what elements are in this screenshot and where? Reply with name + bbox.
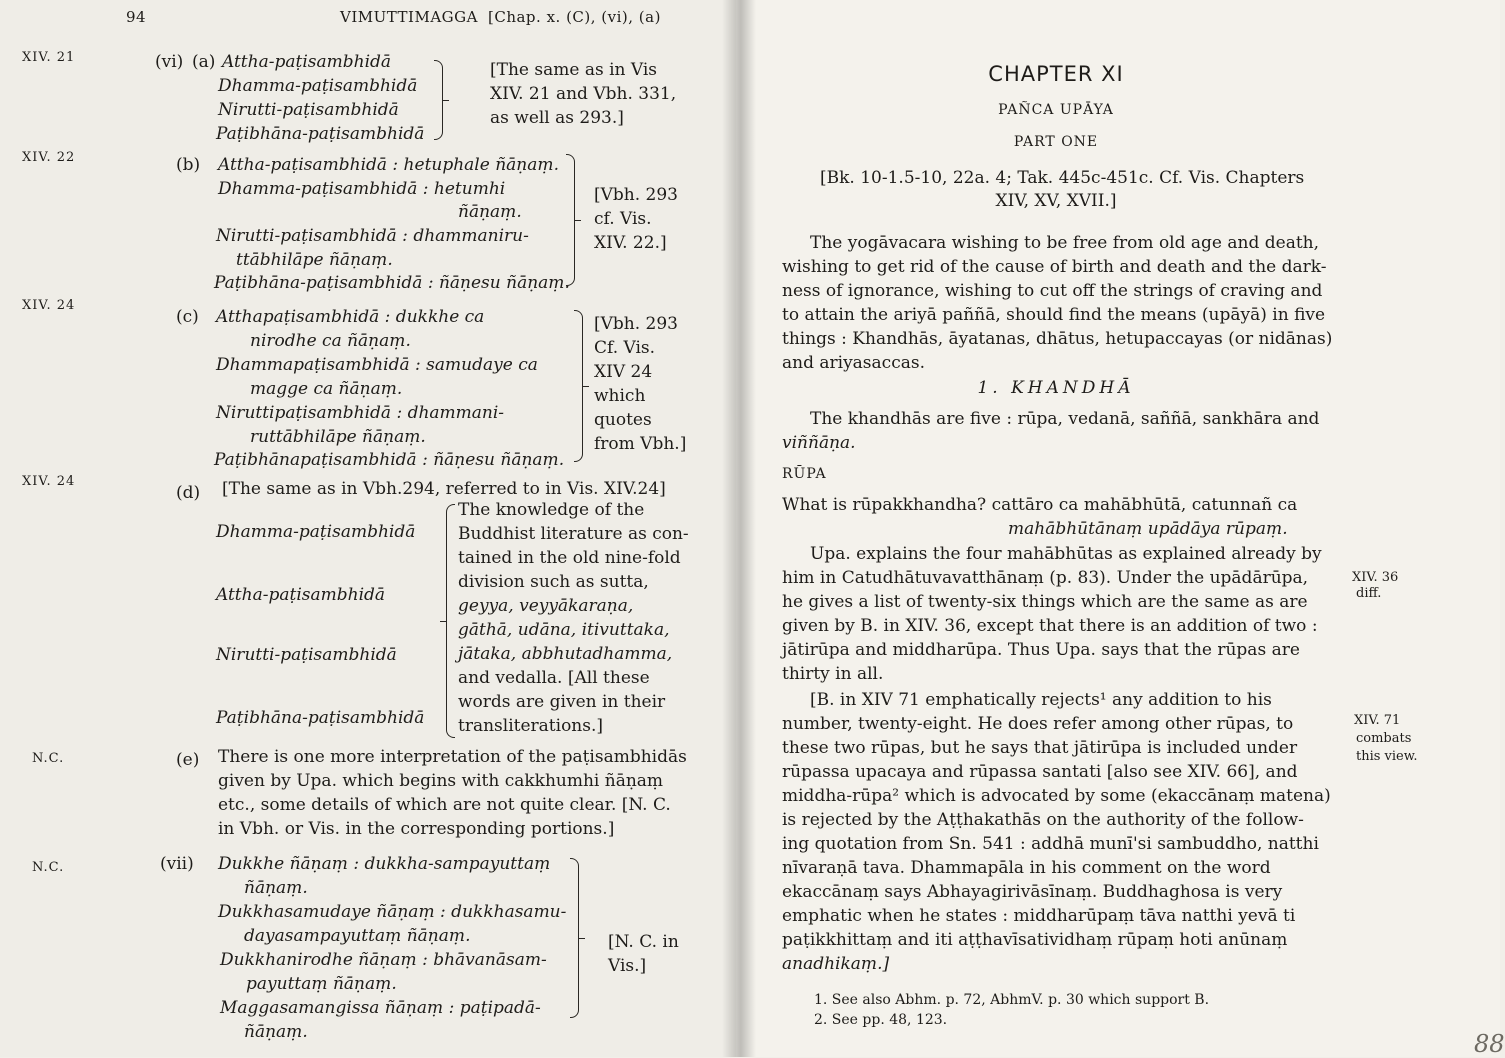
text-line: Paṭibhānapaṭisambhidā : ñāṇesu ñāṇaṃ. <box>214 450 565 470</box>
text-line: given by Upa. which begins with cakkhumhi ñāṇaṃ <box>218 771 664 791</box>
note-line: division such as sutta, <box>458 572 649 592</box>
text-line: [The same as in Vbh.294, referred to in Vis. XIV.24] <box>222 479 666 499</box>
note-line: transliterations.] <box>458 716 604 736</box>
term: Dhamma-paṭisambhidā <box>216 522 416 542</box>
item-label: (vii) <box>160 854 194 874</box>
paragraph-line: anadhikaṃ.] <box>782 954 890 974</box>
margin-ref: XIV. 24 <box>22 474 76 489</box>
paragraph-line: What is rūpakkhandha? cattāro ca mahābhūtā, catunnañ ca <box>782 495 1298 515</box>
text-line: Nirutti-paṭisambhidā <box>218 100 399 120</box>
paragraph-line: viññāṇa. <box>782 433 856 453</box>
text-line: Atthapaṭisambhidā : dukkhe ca <box>216 307 485 327</box>
text-line: Attha-paṭisambhidā : hetuphale ñāṇaṃ. <box>218 155 559 175</box>
note-line: geyya, veyyākaraṇa, <box>458 596 634 616</box>
item-label: (b) <box>176 155 201 175</box>
paragraph-line: nīvaraṇā tava. Dhammapāla in his comment on the word <box>782 858 1271 878</box>
text-line: Dhamma-paṭisambhidā <box>218 76 418 96</box>
text-line: Niruttipaṭisambhidā : dhammani- <box>216 403 505 423</box>
note-line: cf. Vis. <box>594 209 652 229</box>
term: Nirutti-paṭisambhidā <box>216 645 397 665</box>
item-label: (vi) <box>155 52 184 72</box>
chapter-title: PAÑCA UPĀYA <box>998 102 1114 118</box>
paragraph-line: emphatic when he states : middharūpaṃ tāva natthi yevā ti <box>782 906 1296 926</box>
note-line: as well as 293.] <box>490 108 624 128</box>
paragraph-line: he gives a list of twenty-six things which are the same as are <box>782 592 1308 612</box>
text-line: Paṭibhāna-paṭisambhidā : ñāṇesu ñāṇaṃ. <box>214 273 570 293</box>
text-line: ñāṇaṃ. <box>244 1022 308 1042</box>
item-label: (e) <box>176 750 200 770</box>
right-page <box>736 0 1500 1057</box>
brace <box>446 504 455 738</box>
part-heading: PART ONE <box>1013 134 1099 150</box>
paragraph-line: and ariyasaccas. <box>782 353 925 373</box>
text-line: Maggasamangissa ñāṇaṃ : paṭipadā- <box>220 998 541 1018</box>
pencil-mark: 88 <box>1474 1030 1505 1058</box>
text-line: Dukkhe ñāṇaṃ : dukkha-sampayuttaṃ <box>218 854 551 874</box>
text-line: Attha-paṭisambhidā <box>222 52 392 72</box>
note-line: from Vbh.] <box>594 434 687 454</box>
margin-note: diff. <box>1356 586 1382 601</box>
paragraph-line: thirty in all. <box>782 664 884 684</box>
margin-ref: XIV. 22 <box>22 150 76 165</box>
note-line: and vedalla. [All these <box>458 668 650 688</box>
item-label: (c) <box>176 307 199 327</box>
paragraph-line: things : Khandhās, āyatanas, dhātus, hetupaccayas (or nidānas) <box>782 329 1333 349</box>
margin-ref: N.C. <box>32 860 65 875</box>
chapter-heading: CHAPTER XI <box>988 62 1124 86</box>
text-line: There is one more interpretation of the paṭisambhidās <box>218 747 687 767</box>
note-line: [Vbh. 293 <box>594 314 678 334</box>
item-label: (d) <box>176 483 201 503</box>
paragraph-line: [B. in XIV 71 emphatically rejects¹ any addition to his <box>810 690 1272 710</box>
note-line: tained in the old nine-fold <box>458 548 681 568</box>
paragraph-line: Upa. explains the four mahābhūtas as explained already by <box>810 544 1322 564</box>
note-line: [Vbh. 293 <box>594 185 678 205</box>
footnote: 2. See pp. 48, 123. <box>814 1012 948 1028</box>
note-line: jātaka, abbhutadhamma, <box>458 644 673 664</box>
text-line: nirodhe ca ñāṇaṃ. <box>250 331 411 351</box>
margin-note: this view. <box>1356 749 1418 764</box>
note-line: which <box>594 386 646 406</box>
brace <box>570 858 579 1018</box>
paragraph-line: ekaccānaṃ says Abhayagirivāsīnaṃ. Buddhaghosa is very <box>782 882 1283 902</box>
paragraph-line: The khandhās are five : rūpa, vedanā, saññā, sankhāra and <box>810 409 1320 429</box>
note-line: The knowledge of the <box>458 500 645 520</box>
note-line: [N. C. in <box>608 932 679 952</box>
paragraph-line: wishing to get rid of the cause of birth and death and the dark- <box>782 257 1327 277</box>
margin-ref: N.C. <box>32 751 65 766</box>
refs-line: [Bk. 10-1.5-10, 22a. 4; Tak. 445c-451c. Cf. Vis. Chapters <box>820 168 1305 188</box>
paragraph-line: middha-rūpa² which is advocated by some (ekaccānaṃ matena) <box>782 786 1331 806</box>
brace <box>434 60 443 140</box>
paragraph-line: ing quotation from Sn. 541 : addhā munī'si sambuddho, natthi <box>782 834 1319 854</box>
text-line: Dukkhasamudaye ñāṇaṃ : dukkhasamu- <box>218 902 567 922</box>
page-number: 94 <box>126 8 147 26</box>
text-line: in Vbh. or Vis. in the corresponding portions.] <box>218 819 615 839</box>
paragraph-line: to attain the ariyā paññā, should find the means (upāyā) in five <box>782 305 1326 325</box>
running-head: VIMUTTIMAGGA <box>340 8 478 26</box>
text-line: Dhammapaṭisambhidā : samudaye ca <box>216 355 538 375</box>
text-line: magge ca ñāṇaṃ. <box>250 379 403 399</box>
paragraph-line: paṭikkhittaṃ and iti aṭṭhavīsatividhaṃ rūpaṃ hoti anūnaṃ <box>782 930 1288 950</box>
footnote: 1. See also Abhm. p. 72, AbhmV. p. 30 which support B. <box>814 992 1210 1008</box>
note-line: quotes <box>594 410 652 430</box>
note-line: gāthā, udāna, itivuttaka, <box>458 620 670 640</box>
margin-note: XIV. 71 <box>1354 713 1401 728</box>
note-line: Buddhist literature as con- <box>458 524 689 544</box>
item-label: (a) <box>192 52 216 72</box>
note-line: [The same as in Vis <box>490 60 658 80</box>
text-line: payuttaṃ ñāṇaṃ. <box>246 974 397 994</box>
paragraph-line: The yogāvacara wishing to be free from old age and death, <box>810 233 1320 253</box>
margin-note: combats <box>1356 731 1412 746</box>
note-line: XIV. 22.] <box>594 233 667 253</box>
refs-line: XIV, XV, XVII.] <box>995 191 1117 211</box>
text-line: ñāṇaṃ. <box>244 878 308 898</box>
text-line: ñāṇaṃ. <box>458 202 522 222</box>
paragraph-line: rūpassa upacaya and rūpassa santati [also see XIV. 66], and <box>782 762 1298 782</box>
text-line: Dhamma-paṭisambhidā : hetumhi <box>218 179 506 199</box>
paragraph-line: ness of ignorance, wishing to cut off the strings of craving and <box>782 281 1323 301</box>
paragraph-line: these two rūpas, but he says that jātirūpa is included under <box>782 738 1298 758</box>
term: Paṭibhāna-paṭisambhidā <box>216 708 425 728</box>
text-line: ruttābhilāpe ñāṇaṃ. <box>250 427 426 447</box>
paragraph-line: jātirūpa and middharūpa. Thus Upa. says that the rūpas are <box>782 640 1300 660</box>
note-line: XIV 24 <box>594 362 653 382</box>
text-line: dayasampayuttaṃ ñāṇaṃ. <box>244 926 471 946</box>
text-line: ttābhilāpe ñāṇaṃ. <box>236 250 393 270</box>
brace <box>566 154 575 286</box>
subheading: RŪPA <box>782 466 827 482</box>
paragraph-line: given by B. in XIV. 36, except that there is an addition of two : <box>782 616 1318 636</box>
margin-ref: XIV. 24 <box>22 298 76 313</box>
note-line: words are given in their <box>458 692 666 712</box>
paragraph-line: mahābhūtānaṃ upādāya rūpaṃ. <box>1008 519 1288 539</box>
section-heading: 1. KHANDHĀ <box>977 378 1135 398</box>
text-line: Paṭibhāna-paṭisambhidā <box>216 124 425 144</box>
text-line: etc., some details of which are not quite clear. [N. C. <box>218 795 671 815</box>
running-ref: [Chap. x. (C), (vi), (a) <box>488 8 661 26</box>
note-line: XIV. 21 and Vbh. 331, <box>490 84 677 104</box>
book-gutter <box>722 0 756 1057</box>
brace <box>574 310 583 462</box>
note-line: Cf. Vis. <box>594 338 656 358</box>
margin-note: XIV. 36 <box>1352 570 1399 585</box>
note-line: Vis.] <box>608 956 647 976</box>
text-line: Dukkhanirodhe ñāṇaṃ : bhāvanāsam- <box>220 950 547 970</box>
left-page <box>0 0 736 1057</box>
paragraph-line: him in Catudhātuvavatthānaṃ (p. 83). Under the upādārūpa, <box>782 568 1309 588</box>
paragraph-line: number, twenty-eight. He does refer among other rūpas, to <box>782 714 1294 734</box>
text-line: Nirutti-paṭisambhidā : dhammaniru- <box>216 226 529 246</box>
margin-ref: XIV. 21 <box>22 50 76 65</box>
paragraph-line: is rejected by the Aṭṭhakathās on the authority of the follow- <box>782 810 1304 830</box>
term: Attha-paṭisambhidā <box>216 585 386 605</box>
